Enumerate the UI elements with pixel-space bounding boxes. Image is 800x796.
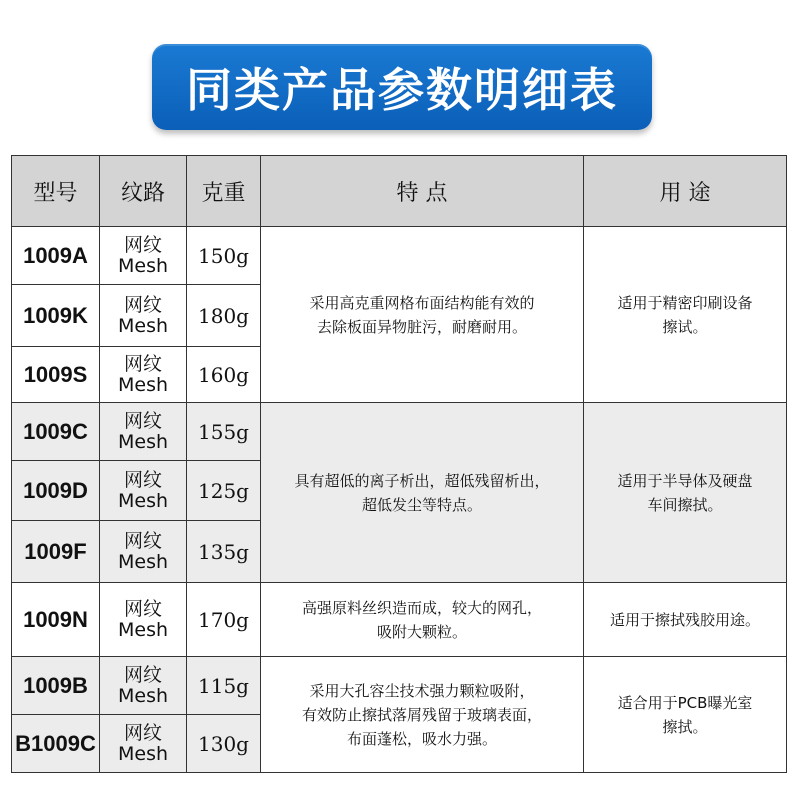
pattern-cn: 网纹 [123, 721, 162, 744]
weight-cell: 135g [187, 521, 261, 583]
usage-cell [584, 227, 787, 403]
pattern-en: Mesh [117, 373, 169, 396]
pattern-cell [100, 227, 187, 285]
feature-line: 吸附大颗粒。 [376, 622, 467, 641]
table-row [12, 583, 787, 657]
pattern-en: Mesh [117, 742, 169, 765]
pattern-cell [100, 521, 187, 583]
pattern-en: Mesh [117, 684, 169, 707]
pattern-cell [100, 657, 187, 715]
usage-line: 适合用于PCB曝光室 [617, 693, 753, 712]
pattern-cn: 网纹 [123, 663, 162, 686]
model-cell: 1009F [12, 521, 100, 583]
header-weight: 克重 [187, 156, 261, 227]
pattern-cn: 网纹 [123, 597, 162, 620]
pattern-cell [100, 403, 187, 461]
feature-line: 高强原料丝织造而成，较大的网孔， [301, 598, 542, 617]
feature-line: 布面蓬松，吸水力强。 [346, 729, 497, 748]
page-title: 同类产品参数明细表 [186, 63, 618, 117]
model-cell: 1009S [12, 347, 100, 403]
usage-line: 适用于精密印刷设备 [617, 293, 753, 312]
feature-line: 采用高克重网格布面结构能有效的 [309, 293, 535, 312]
pattern-en: Mesh [117, 430, 169, 453]
weight-cell: 160g [187, 347, 261, 403]
feature-line: 采用大孔容尘技术强力颗粒吸附， [309, 681, 535, 700]
pattern-en: Mesh [117, 618, 169, 641]
table-row [12, 657, 787, 715]
usage-cell [584, 657, 787, 773]
product-parameter-table [11, 155, 787, 773]
header-model: 型号 [12, 156, 100, 227]
pattern-cell [100, 715, 187, 773]
header-usage: 用 途 [584, 156, 787, 227]
model-cell: 1009B [12, 657, 100, 715]
usage-line: 车间擦拭。 [647, 495, 723, 514]
model-cell: 1009K [12, 285, 100, 347]
usage-line: 擦拭。 [662, 717, 708, 736]
pattern-cn: 网纹 [123, 352, 162, 375]
pattern-cn: 网纹 [123, 233, 162, 256]
model-cell: 1009D [12, 461, 100, 521]
pattern-cn: 网纹 [123, 468, 162, 491]
feature-line: 有效防止擦拭落屑残留于玻璃表面， [301, 705, 542, 724]
header-pattern: 纹路 [100, 156, 187, 227]
model-cell: 1009C [12, 403, 100, 461]
header-feature: 特 点 [261, 156, 584, 227]
pattern-cn: 网纹 [123, 529, 162, 552]
usage-line: 擦试。 [662, 317, 708, 336]
usage-cell [584, 583, 787, 657]
table-row [12, 403, 787, 461]
feature-cell [261, 583, 584, 657]
weight-cell: 170g [187, 583, 261, 657]
pattern-cell [100, 583, 187, 657]
pattern-en: Mesh [117, 314, 169, 337]
pattern-cell [100, 285, 187, 347]
feature-cell [261, 403, 584, 583]
pattern-cn: 网纹 [123, 409, 162, 432]
table-row [12, 227, 787, 285]
usage-cell [584, 403, 787, 583]
usage-line: 适用于半导体及硬盘 [617, 471, 753, 490]
model-cell: B1009C [12, 715, 100, 773]
feature-line: 去除板面异物脏污，耐磨耐用。 [316, 317, 527, 336]
weight-cell: 125g [187, 461, 261, 521]
feature-line: 超低发尘等特点。 [361, 495, 482, 514]
usage-line: 适用于擦拭残胶用途。 [609, 610, 760, 629]
weight-cell: 150g [187, 227, 261, 285]
pattern-en: Mesh [117, 489, 169, 512]
pattern-en: Mesh [117, 254, 169, 277]
feature-cell [261, 657, 584, 773]
weight-cell: 155g [187, 403, 261, 461]
weight-cell: 130g [187, 715, 261, 773]
pattern-cell [100, 347, 187, 403]
model-cell: 1009N [12, 583, 100, 657]
pattern-en: Mesh [117, 550, 169, 573]
table-header-row [12, 156, 787, 227]
pattern-cn: 网纹 [123, 293, 162, 316]
title-banner [152, 44, 652, 130]
weight-cell: 180g [187, 285, 261, 347]
pattern-cell [100, 461, 187, 521]
model-cell: 1009A [12, 227, 100, 285]
feature-line: 具有超低的离子析出，超低残留析出， [294, 471, 550, 490]
feature-cell [261, 227, 584, 403]
weight-cell: 115g [187, 657, 261, 715]
